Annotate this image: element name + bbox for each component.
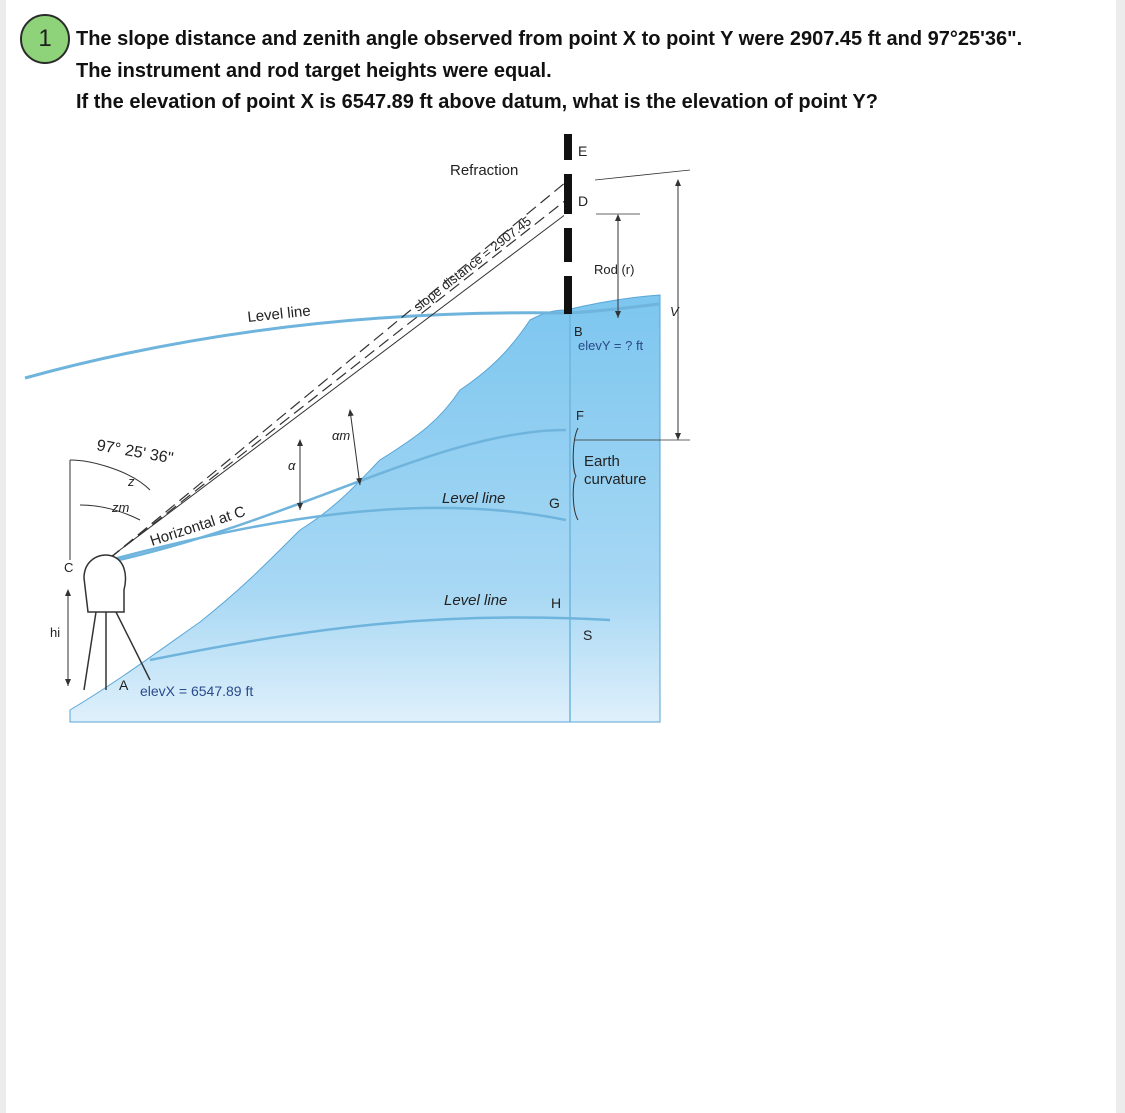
horizontal-at-c-label: Horizontal at C: [147, 502, 248, 550]
hi-label: hi: [50, 625, 61, 640]
zm-label: zm: [112, 500, 130, 515]
question-line-1: The slope distance and zenith angle observed from point X to point Y were 2907.45 ft and 97°25'36".: [76, 28, 1023, 50]
elev-y-label: elevY = ? ft: [578, 338, 644, 353]
point-g-label: G: [549, 495, 560, 511]
point-s-label: S: [583, 627, 593, 643]
rod-label: Rod (r): [594, 262, 635, 277]
refraction-label: Refraction: [450, 162, 519, 179]
point-a-label: A: [119, 677, 129, 693]
level-line-top-label: Level line: [246, 302, 312, 326]
question-line-3: If the elevation of point X is 6547.89 ft above datum, what is the elevation of point Y?: [76, 91, 878, 113]
earth-curvature-label-1: Earth: [584, 453, 620, 470]
alpha-m-label: αm: [332, 428, 351, 443]
point-e-label: E: [578, 143, 588, 159]
level-line-low-label: Level line: [444, 592, 508, 609]
v-label: V: [670, 304, 679, 319]
question-line-2: The instrument and rod target heights were equal.: [76, 59, 552, 82]
point-b-label: B: [574, 324, 583, 339]
z-label: z: [128, 474, 135, 489]
level-line-mid-label: Level line: [442, 490, 506, 507]
elev-x-label: elevX = 6547.89 ft: [140, 683, 254, 699]
zenith-angle-label: 97° 25' 36": [95, 437, 175, 468]
point-h-label: H: [551, 595, 562, 611]
point-c-label: C: [64, 560, 74, 575]
zenith-angle-arc: [70, 460, 150, 490]
point-d-label: D: [578, 193, 589, 209]
point-f-label: F: [576, 408, 584, 423]
slope-distance-label: slope distance = 2907.45: [410, 213, 535, 315]
question-number: 1: [38, 25, 52, 52]
alpha-label: α: [288, 458, 296, 473]
earth-curvature-label-2: curvature: [584, 471, 647, 488]
